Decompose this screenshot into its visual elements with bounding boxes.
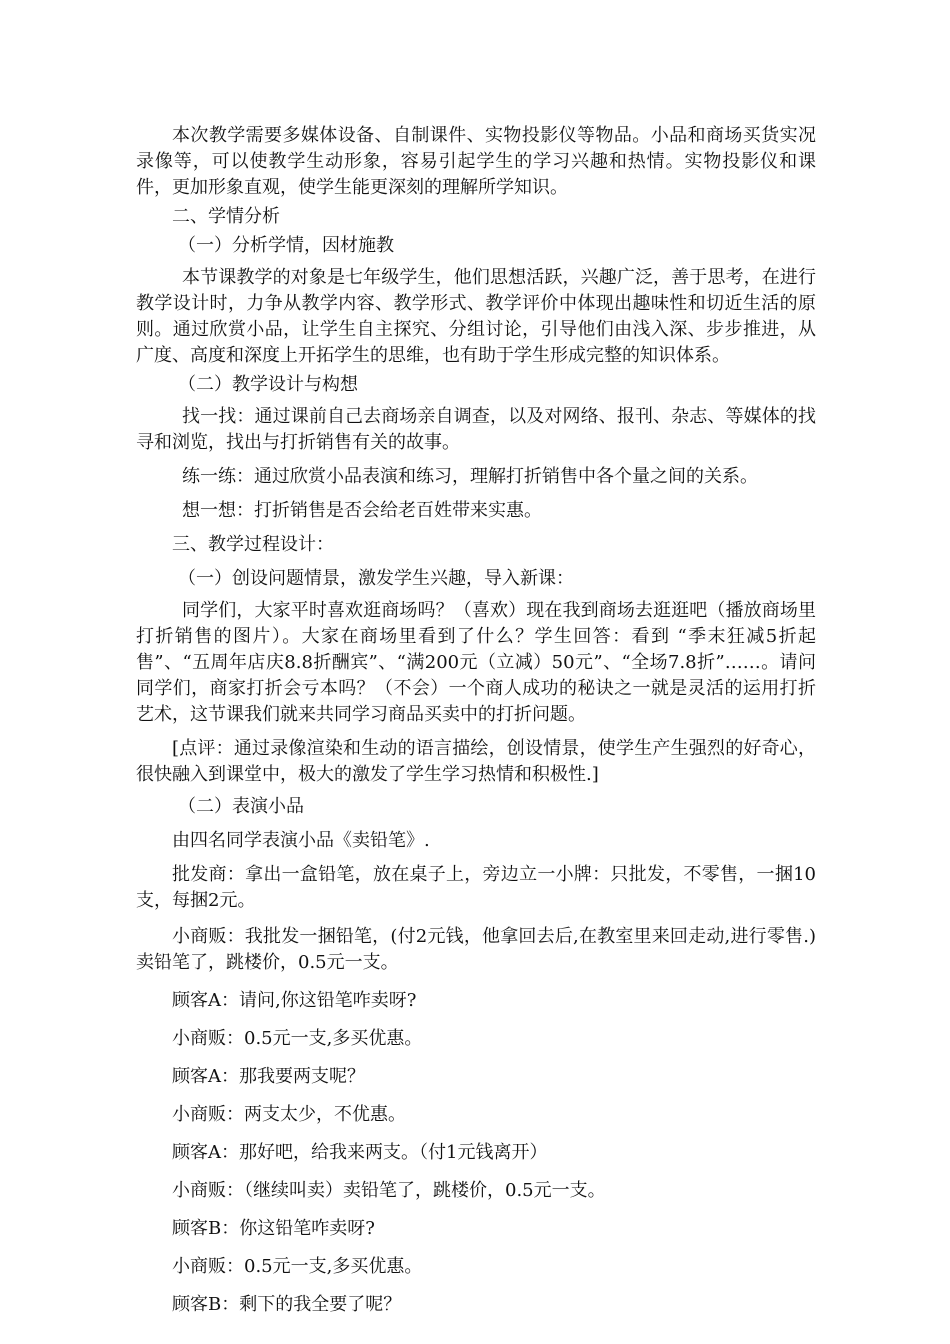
dialogue-line: 顾客B：剩下的我全要了呢？ <box>172 1294 402 1315</box>
subsection-heading-skit: （二）表演小品 <box>178 796 304 817</box>
dialogue-line: 小商贩：0.5元一支,多买优惠。 <box>172 1028 423 1049</box>
subsection-heading-analysis: （一）分析学情，因材施教 <box>178 235 394 256</box>
dialogue-line: 顾客A：那我要两支呢？ <box>172 1066 365 1087</box>
dialogue-line: 顾客A：那好吧，给我来两支。（付1元钱离开） <box>172 1142 548 1163</box>
document-body <box>136 123 816 1318</box>
section-heading-process: 三、教学过程设计： <box>172 534 334 555</box>
dialogue-line: 顾客A：请问,你这铅笔咋卖呀? <box>172 990 417 1011</box>
paragraph-practice: 练一练：通过欣赏小品表演和练习，理解打折销售中各个量之间的关系。 <box>182 466 758 487</box>
paragraph-materials: 本次教学需要多媒体设备、自制课件、实物投影仪等物品。小品和商场买货实况录像等，可以使教学生动形象，容易引起学生的学习兴趣和热情。实物投影仪和课件，更加形象直观，使学生能更深刻的理解所学知识。 <box>136 125 816 198</box>
paragraph-wholesaler: 批发商：拿出一盒铅笔，放在桌子上，旁边立一小牌：只批发，不零售，一捆10支，每捆2元。 <box>136 864 816 911</box>
paragraph-intro: 同学们，大家平时喜欢逛商场吗？（喜欢）现在我到商场去逛逛吧（播放商场里打折销售的图片）。大家在商场里看到了什么？学生回答：看到 “季末狂减5折起售”、“五周年店庆8.8折酬宾”、“满200元（立减）50元”、“全场7.8折”……。请问同学们，商家打折会亏本吗？（不会）一个商人成功的秘诀之一就是灵活的运用打折艺术，这节课我们就来共同学习商品买卖中的打折问题。 <box>136 600 816 725</box>
paragraph-find: 找一找：通过课前自己去商场亲自调查，以及对网络、报刊、杂志、等媒体的找寻和浏览，找出与打折销售有关的故事。 <box>136 406 816 453</box>
paragraph-skit-intro: 由四名同学表演小品《卖铅笔》. <box>172 830 430 851</box>
dialogue-line: 小商贩：0.5元一支,多买优惠。 <box>172 1256 423 1277</box>
subsection-heading-scenario: （一）创设问题情景，激发学生兴趣，导入新课： <box>178 568 574 589</box>
dialogue-line: 顾客B：你这铅笔咋卖呀? <box>172 1218 375 1239</box>
paragraph-students: 本节课教学的对象是七年级学生，他们思想活跃，兴趣广泛，善于思考，在进行教学设计时，力争从教学内容、教学形式、教学评价中体现出趣味性和切近生活的原则。通过欣赏小品，让学生自主探究、分组讨论，引导他们由浅入深、步步推进，从广度、高度和深度上开拓学生的思维，也有助于学生形成完整的知识体系。 <box>136 267 816 366</box>
paragraph-think: 想一想：打折销售是否会给老百姓带来实惠。 <box>182 500 542 521</box>
subsection-heading-design: （二）教学设计与构想 <box>178 374 358 395</box>
section-heading-learning-analysis: 二、学情分析 <box>172 206 280 227</box>
dialogue-line: 小商贩：（继续叫卖）卖铅笔了，跳楼价，0.5元一支。 <box>172 1180 606 1201</box>
paragraph-comment: [点评：通过录像渲染和生动的语言描绘，创设情景，使学生产生强烈的好奇心，很快融入到课堂中，极大的激发了学生学习热情和积极性.] <box>136 738 816 785</box>
paragraph-vendor: 小商贩：我批发一捆铅笔，(付2元钱，他拿回去后,在教室里来回走动,进行零售.)卖铅笔了，跳楼价，0.5元一支。 <box>136 926 816 973</box>
dialogue-line: 小商贩：两支太少，不优惠。 <box>172 1104 406 1125</box>
